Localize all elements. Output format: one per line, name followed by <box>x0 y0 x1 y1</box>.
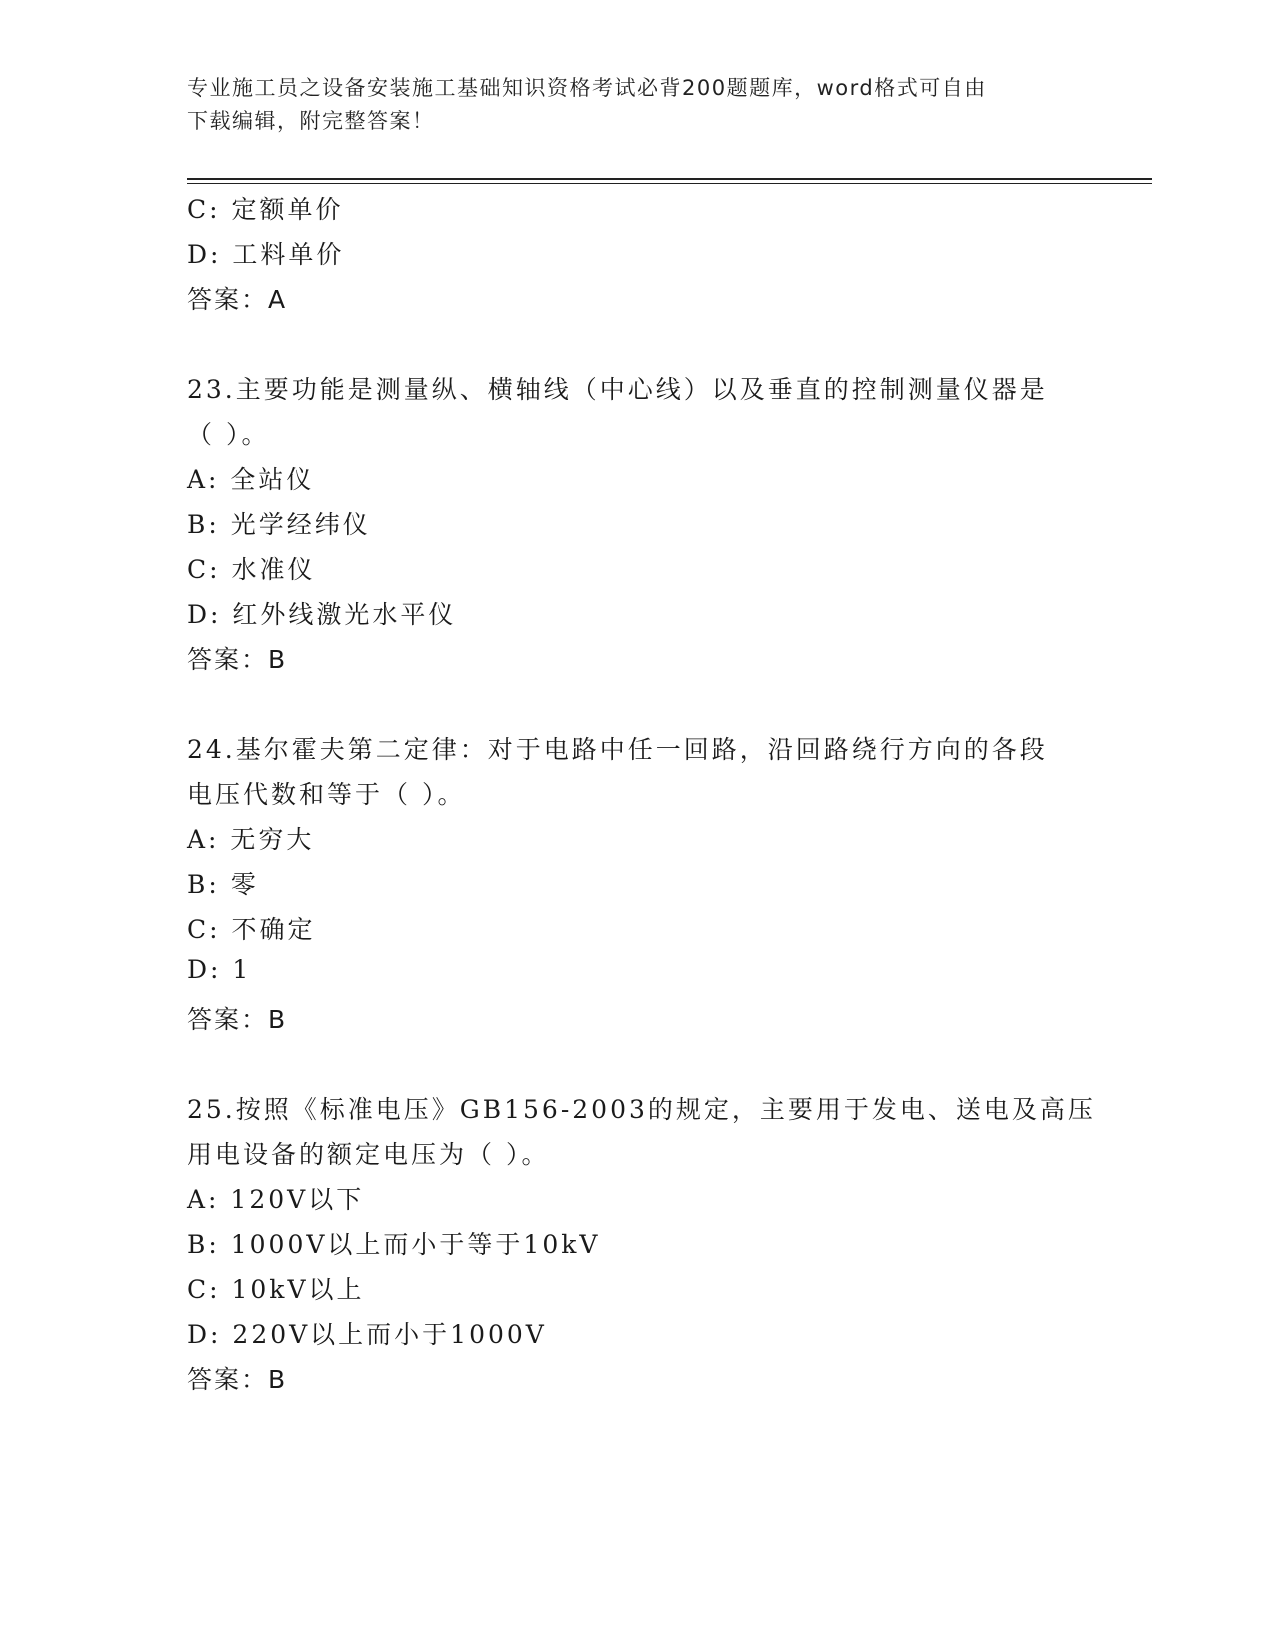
header-divider-thin <box>187 183 1152 184</box>
prev-answer: 答案：A <box>187 285 288 314</box>
q23-option-c: C: 水准仪 <box>187 555 316 584</box>
header-line-2: 下载编辑，附完整答案！ <box>187 109 435 133</box>
q25-option-a: A: 120V以下 <box>187 1185 365 1214</box>
q25-option-c: C: 10kV以上 <box>187 1275 365 1304</box>
q24-stem-line-1: 24.基尔霍夫第二定律：对于电路中任一回路，沿回路绕行方向的各段 <box>187 735 1048 764</box>
q24-option-d: D: 1 <box>187 955 252 984</box>
q24-answer: 答案：B <box>187 1005 288 1034</box>
q23-option-a: A: 全站仪 <box>187 465 315 494</box>
q23-option-b: B: 光学经纬仪 <box>187 510 371 539</box>
q25-option-b: B: 1000V以上而小于等于10kV <box>187 1230 601 1259</box>
prev-option-c: C: 定额单价 <box>187 195 344 224</box>
header-line-1: 专业施工员之设备安装施工基础知识资格考试必背200题题库，word格式可自由 <box>187 76 987 100</box>
q23-answer: 答案：B <box>187 645 288 674</box>
header-divider-thick <box>187 178 1152 180</box>
q25-answer: 答案：B <box>187 1365 288 1394</box>
q25-stem-line-2: 用电设备的额定电压为（ ）。 <box>187 1140 550 1169</box>
q25-option-d: D: 220V以上而小于1000V <box>187 1320 547 1349</box>
q24-option-a: A: 无穷大 <box>187 825 315 854</box>
q23-option-d: D: 红外线激光水平仪 <box>187 600 457 629</box>
document-header <box>187 72 1067 138</box>
prev-option-d: D: 工料单价 <box>187 240 345 269</box>
q24-stem-line-2: 电压代数和等于（ ）。 <box>187 780 466 809</box>
q24-option-b: B: 零 <box>187 870 259 899</box>
q23-stem-line-1: 23.主要功能是测量纵、横轴线（中心线）以及垂直的控制测量仪器是 <box>187 375 1048 404</box>
q23-stem-line-2: （ ）。 <box>187 420 270 449</box>
q25-stem-line-1: 25.按照《标准电压》GB156-2003的规定，主要用于发电、送电及高压 <box>187 1095 1096 1124</box>
q24-option-c: C: 不确定 <box>187 915 316 944</box>
